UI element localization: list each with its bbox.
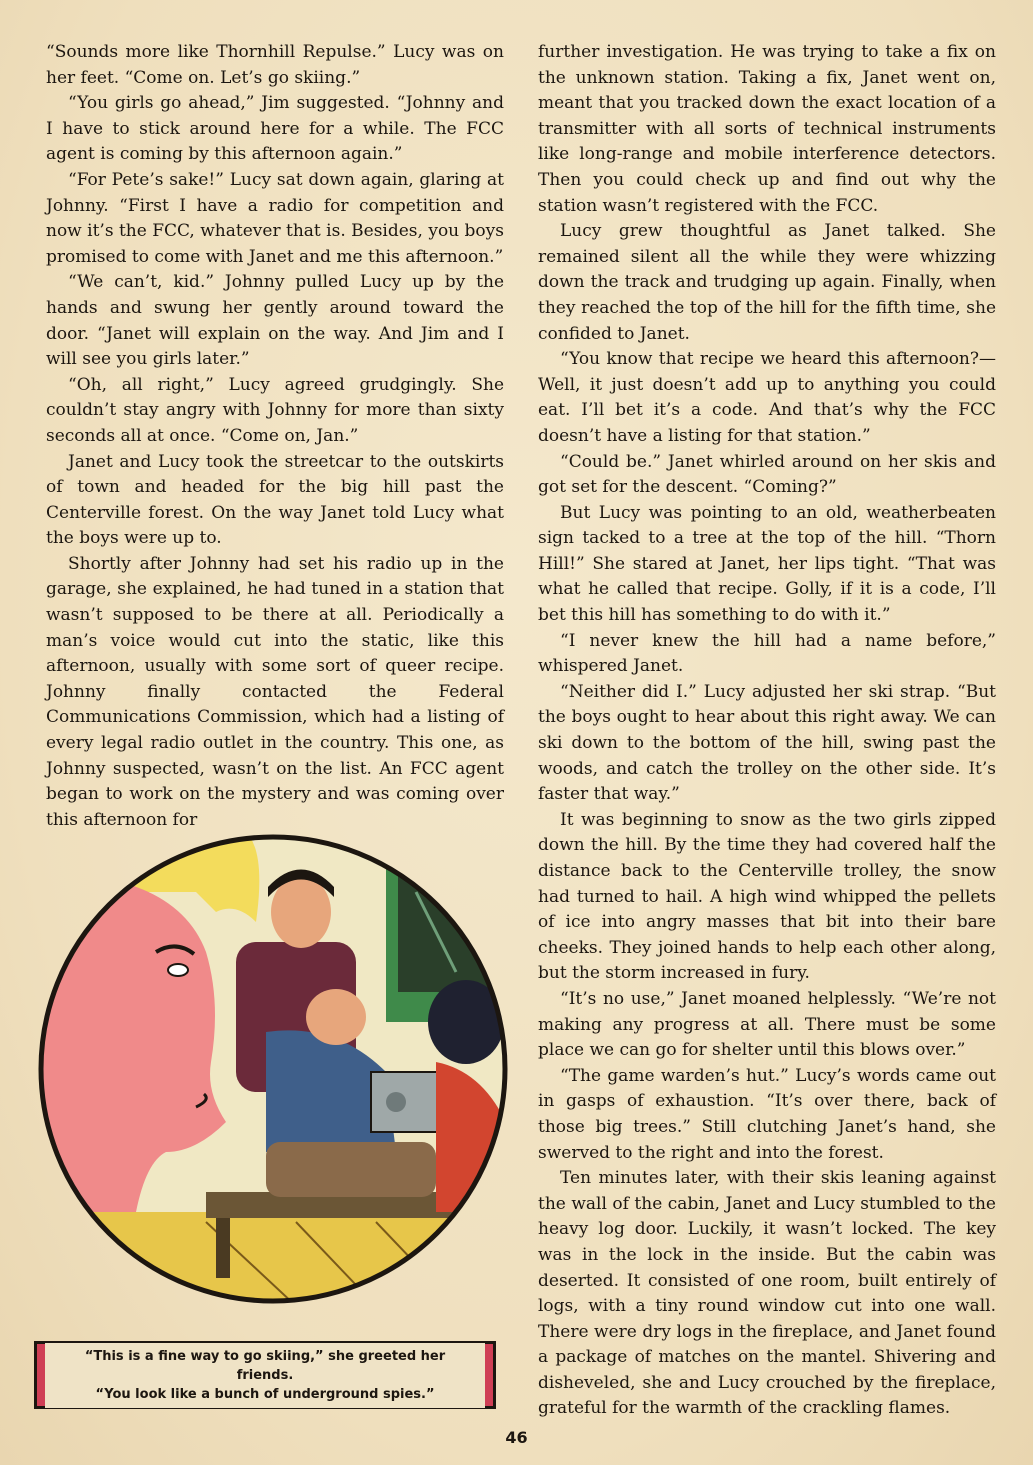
- paragraph: “Neither did I.” Lucy adjusted her ski strap. “But the boys ought to hear about this right away. We can ski down to the bottom of the hill, swing past the woods, and catch the trolley on the other side. It’s faster that way.”: [538, 681, 996, 805]
- paragraph: “Sounds more like Thornhill Repulse.” Lucy was on her feet. “Come on. Let’s go skiing.”: [46, 42, 504, 88]
- paragraph: It was beginning to snow as the two girls zipped down the hill. By the time they had covered half the distance back to the Centerville trolley, the snow had turned to hail. A high wind whipped the pellets of ice into angry masses that bit into their bare cheeks. They joined hands to help each other along, but the storm increased in fury.: [538, 809, 996, 984]
- caption-line: “This is a fine way to go skiing,” she greeted her friends.: [84, 1348, 446, 1383]
- paragraph: further investigation. He was trying to take a fix on the unknown station. Taking a fix, Janet went on, meant that you tracked down the exact location of a transmitter with all sorts of technical instruments like long-range and mobile interference detectors. Then you could check up and find out why the station wasn’t registered with the FCC.: [538, 42, 996, 216]
- paragraph: “You girls go ahead,” Jim suggested. “Johnny and I have to stick around here for a while. The FCC agent is coming by this afternoon again.”: [46, 93, 504, 165]
- paragraph: Shortly after Johnny had set his radio up in the garage, she explained, he had tuned in a station that wasn’t supposed to be there at all. Periodically a man’s voice would cut into the static, like this afternoon, usually with some sort of queer recipe. Johnny finally contacted the Federal Communications Commission, which had a listing of every legal radio outlet in the country. This one, as Johnny suspected, wasn’t on the list. An FCC agent began to work on the mystery and was coming over this afternoon for: [46, 553, 504, 830]
- paragraph: “You know that recipe we heard this afternoon?—Well, it just doesn’t add up to anything you could eat. I’ll bet it’s a code. And that’s why the FCC doesn’t have a listing for that station.”: [538, 349, 996, 446]
- paragraph: “Could be.” Janet whirled around on her skis and got set for the descent. “Coming?”: [538, 451, 996, 498]
- caption-text: [45, 1343, 485, 1408]
- right-text-column: [538, 40, 996, 1422]
- comic-illustration: [36, 832, 510, 1306]
- paragraph: “The game warden’s hut.” Lucy’s words came out in gasps of exhaustion. “It’s over there, back of those big trees.” Still clutching Janet’s hand, she swerved to the right and into the forest.: [538, 1065, 996, 1163]
- circular-illustration-panel: [36, 832, 510, 1306]
- paragraph: Lucy grew thoughtful as Janet talked. She remained silent all the while they were whizzing down the track and trudging up again. Finally, when they reached the top of the hill for the fifth time, she confided to Janet.: [538, 221, 996, 344]
- paragraph: “It’s no use,” Janet moaned helplessly. “We’re not making any progress at all. There must be some place we can go for shelter until this blows over.”: [538, 988, 996, 1061]
- caption-line: “You look like a bunch of underground spies.”: [95, 1386, 435, 1402]
- paragraph: “We can’t, kid.” Johnny pulled Lucy up by the hands and swung her gently around toward the door. “Janet will explain on the way. And Jim and I will see you girls later.”: [46, 272, 504, 370]
- paragraph: Ten minutes later, with their skis leaning against the wall of the cabin, Janet and Lucy stumbled to the heavy log door. Luckily, it wasn’t locked. The key was in the lock in the inside. But the cabin was deserted. It consisted of one room, built entirely of logs, with a tiny round window cut into one wall. There were dry logs in the fireplace, and Janet found a package of matches on the mantel. Shivering and disheveled, she and Lucy crouched by the fireplace, grateful for the warmth of the crackling flames.: [538, 1168, 996, 1419]
- illustration-caption: [34, 1341, 496, 1409]
- left-text-column: [46, 40, 504, 833]
- paragraph: “Oh, all right,” Lucy agreed grudgingly. She couldn’t stay angry with Johnny for more than sixty seconds all at once. “Come on, Jan.”: [46, 374, 504, 446]
- page-number: 46: [505, 1428, 528, 1447]
- paragraph: But Lucy was pointing to an old, weatherbeaten sign tacked to a tree at the top of the hill. “Thorn Hill!” She stared at Janet, her lips tight. “That was what he called that recipe. Golly, if it is a code, I’ll bet this hill has something to do with it.”: [538, 502, 996, 626]
- paragraph: “I never knew the hill had a name before,” whispered Janet.: [538, 630, 996, 677]
- paragraph: Janet and Lucy took the streetcar to the outskirts of town and headed for the big hill past the Centerville forest. On the way Janet told Lucy what the boys were up to.: [46, 451, 504, 549]
- paragraph: “For Pete’s sake!” Lucy sat down again, glaring at Johnny. “First I have a radio for competition and now it’s the FCC, whatever that is. Besides, you boys promised to come with Janet and me this afternoon.”: [46, 169, 504, 267]
